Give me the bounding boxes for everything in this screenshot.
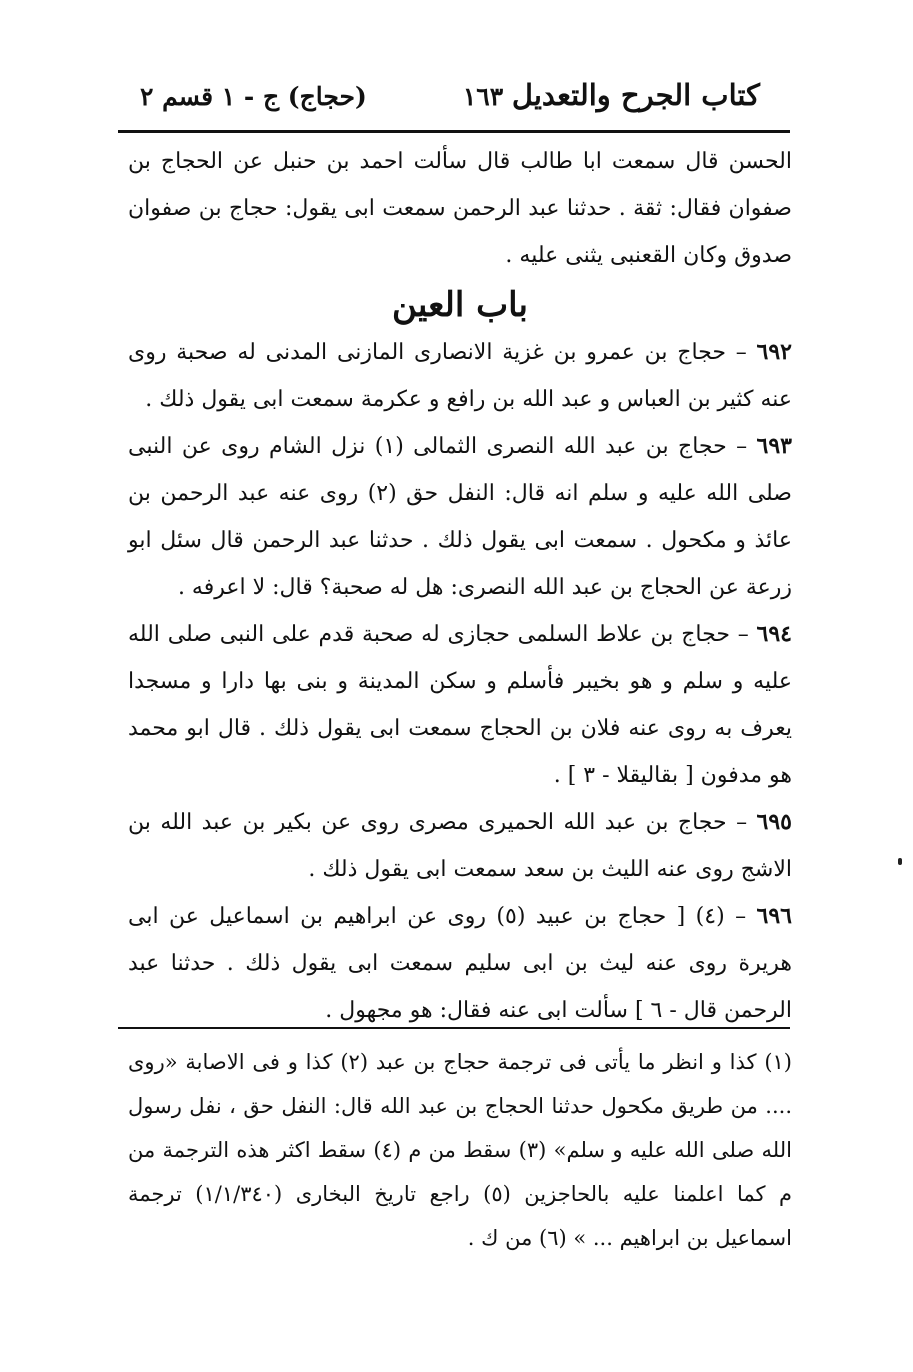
entry-693: ٦٩٣ – حجاج بن عبد الله النصرى الثمالى (١) نزل الشام روى عن النبى صلى الله عليه و سلم انه قال: النفل حق (٢) روى عنه عبد الرحمن بن عائذ و مكحول . سمعت ابى يقول ذلك . حدثنا عبد الرحمن قال سئل ابو زرعة عن الحجاج بن عبد الله النصرى: هل له صحبة؟ قال: لا اعرفه . [128,433,792,600]
section-label: (حجاج) ج - ١ قسم ٢ [140,82,367,111]
book-title: كتاب الجرح والتعديل [511,78,760,112]
entry-695: ٦٩٥ – حجاج بن عبد الله الحميرى مصرى روى عن بكير بن عبد الله بن الاشج روى عنه الليث بن سعد سمعت ابى يقول ذلك . [128,809,792,882]
footnotes [128,1040,792,1260]
entry-number: ٦٩٦ [756,903,792,929]
entry-text: حجاج بن علاط السلمى حجازى له صحبة قدم على النبى صلى الله عليه و سلم و هو بخيبر فأسلم و سكن المدينة و بنى بها دارا و مسجدا يعرف به روى عنه فلان بن الحجاج سمعت ابى يقول ذلك . قال ابو محمد هو مدفون [ بقاليقلا - ٣ ] . [128,622,792,788]
entry-696: ٦٩٦ – (٤) [ حجاج بن عبيد (٥) روى عن ابراهيم بن اسماعيل عن ابى هريرة روى عنه ليث بن ابى سليم سمعت ابى يقول ذلك . حدثنا عبد الرحمن قال - ٦ ] سألت ابى عنه فقال: هو مجهول . [128,903,792,1023]
intro-paragraph: الحسن قال سمعت ابا طالب قال سألت احمد بن حنبل عن الحجاج بن صفوان فقال: ثقة . حدثنا عبد الرحمن سمعت ابى يقول: حجاج بن صفوان صدوق وكان القعنبى يثنى عليه . [128,149,792,268]
entry-694: ٦٩٤ – حجاج بن علاط السلمى حجازى له صحبة قدم على النبى صلى الله عليه و سلم و هو بخيبر فأسلم و سكن المدينة و بنى بها دارا و مسجدا يعرف به روى عنه فلان بن الحجاج سمعت ابى يقول ذلك . قال ابو محمد هو مدفون [ بقاليقلا - ٣ ] . [128,621,792,788]
entry-number: ٦٩٣ [756,433,792,459]
entry-text: حجاج بن عبد الله الحميرى مصرى روى عن بكير بن عبد الله بن الاشج روى عنه الليث بن سعد سمعت ابى يقول ذلك . [128,810,792,882]
header-rule [118,130,790,133]
entry-text: حجاج بن عبد الله النصرى الثمالى (١) نزل الشام روى عن النبى صلى الله عليه و سلم انه قال: النفل حق (٢) روى عنه عبد الرحمن بن عائذ و مكحول . سمعت ابى يقول ذلك . حدثنا عبد الرحمن قال سئل ابو زرعة عن الحجاج بن عبد الله النصرى: هل له صحبة؟ قال: لا اعرفه . [128,434,792,600]
entry-text: حجاج بن عمرو بن غزية الانصارى المازنى المدنى له صحبة روى عنه كثير بن العباس و عبد الله بن رافع و عكرمة سمعت ابى يقول ذلك . [128,340,792,412]
footnotes-text: (١) كذا و انظر ما يأتى فى ترجمة حجاج بن عبد (٢) كذا و فى الاصابة «روى .... من طريق مكحول حدثنا الحجاج بن عبد الله قال: النفل حق ، نفل رسول الله صلى الله عليه و سلم» (٣) سقط من م (٤) سقط اكثر هذه الترجمة من م كما اعلمنا عليه بالحاجزين (٥) راجع تاريخ البخارى (١/١/٣٤٠) ترجمة اسماعيل بن ابراهيم ... » (٦) من ك . [128,1050,792,1250]
page-number: ١٦٣ [462,82,504,111]
entry-text: (٤) [ حجاج بن عبيد (٥) روى عن ابراهيم بن اسماعيل عن ابى هريرة روى عنه ليث بن ابى سليم سمعت ابى يقول ذلك . حدثنا عبد الرحمن قال - ٦ ] سألت ابى عنه فقال: هو مجهول . [128,904,792,1023]
section-title: باب العين [391,285,529,325]
main-text [128,138,792,1034]
entry-692: ٦٩٢ – حجاج بن عمرو بن غزية الانصارى المازنى المدنى له صحبة روى عنه كثير بن العباس و عبد الله بن رافع و عكرمة سمعت ابى يقول ذلك . [128,339,792,412]
entry-number: ٦٩٤ [756,621,792,647]
margin-mark [898,858,902,865]
entry-number: ٦٩٥ [756,809,792,835]
running-header [118,70,788,126]
entry-number: ٦٩٢ [756,339,792,365]
footnote-rule [118,1027,790,1029]
